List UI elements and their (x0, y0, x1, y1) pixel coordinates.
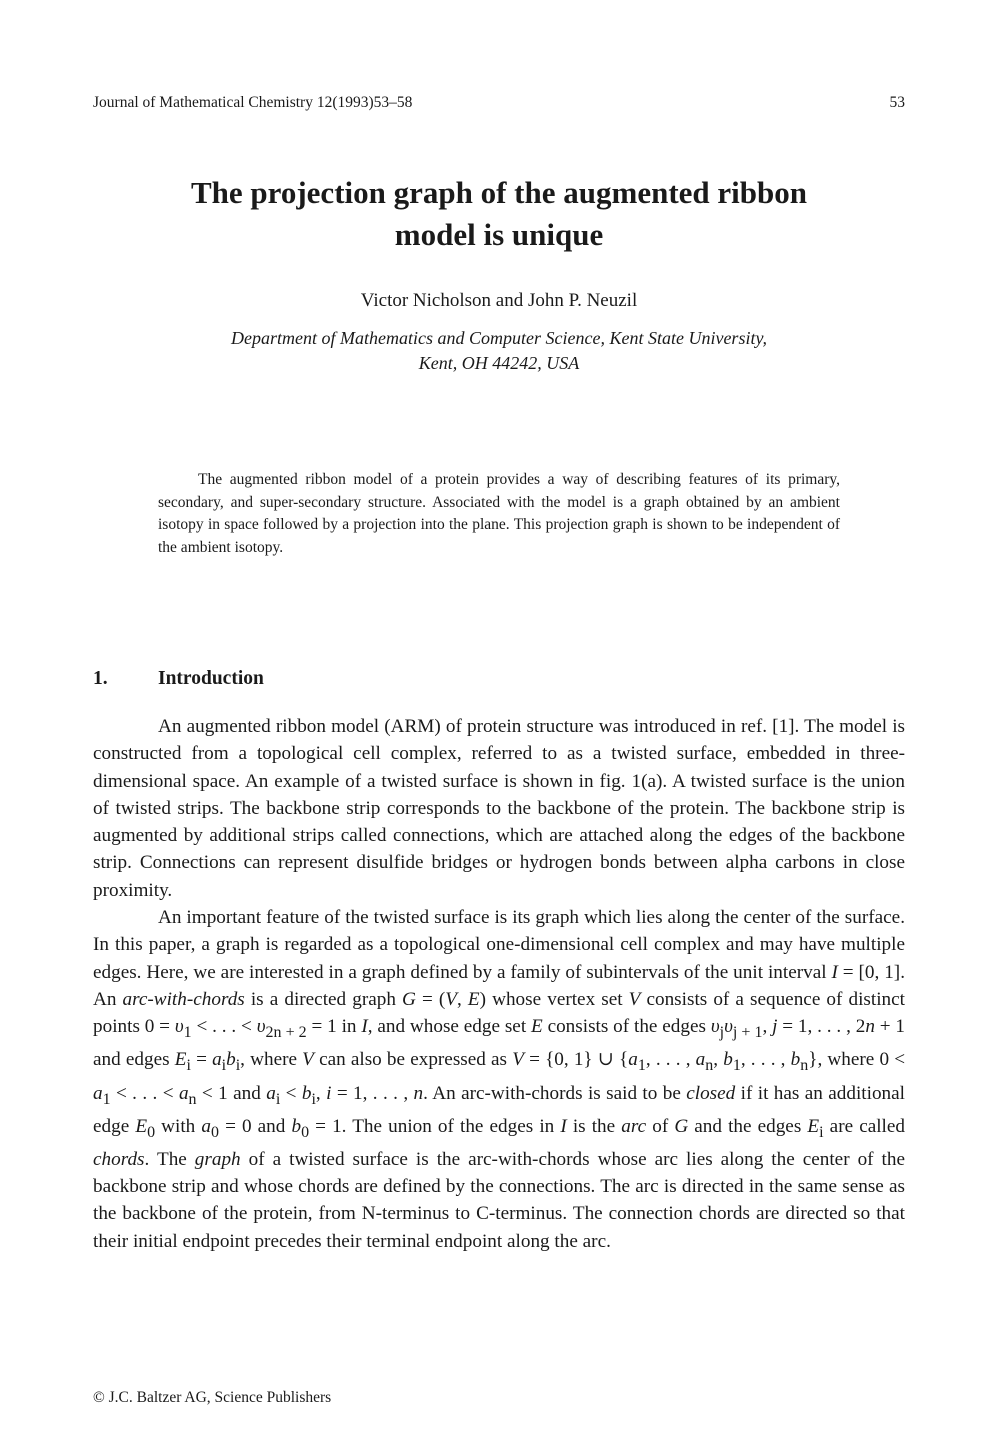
math-subscript: n (800, 1057, 809, 1075)
copyright-notice: © J.C. Baltzer AG, Science Publishers (93, 1389, 332, 1406)
title-line-2: model is unique (394, 217, 604, 252)
text-run: . An arc-with-chords is said to be (423, 1082, 687, 1104)
abstract: The augmented ribbon model of a protein provides a way of describing features of its primary, secondary, and super-secondary structure. Associated with the model is a graph obtained by an ambient isotopy in space followed by a projection into the plane. This projection graph is shown to be independent of the ambient isotopy. (158, 471, 840, 556)
text-run: is a directed graph (244, 988, 403, 1010)
term-emphasis: closed (686, 1082, 736, 1104)
text-run: consists of a sequence of distinct points 0 = (93, 988, 905, 1038)
math-subscript: i (275, 1090, 281, 1108)
title-line-1: The projection graph of the augmented ribbon (190, 175, 807, 210)
math-var: a (628, 1049, 638, 1071)
text-run: = 1, . . . , (331, 1082, 414, 1104)
math-var: υ (724, 1016, 733, 1038)
math-var: n (413, 1082, 424, 1104)
text-run: and the edges (688, 1115, 808, 1137)
body-text (93, 713, 905, 1255)
math-subscript: n (705, 1057, 714, 1075)
text-run: , and whose edge set (367, 1016, 531, 1038)
text-run: = 1, . . . , 2 (777, 1016, 866, 1038)
text-run: = {0, 1} ∪ { (523, 1049, 629, 1071)
math-var: a (201, 1115, 211, 1137)
affiliation-line-2: Kent, OH 44242, USA (418, 353, 580, 373)
term-emphasis: arc-with-chords (122, 988, 245, 1010)
text-run: . The (144, 1148, 195, 1170)
text-run: , (713, 1049, 724, 1071)
math-var: b (723, 1049, 733, 1071)
term-emphasis: graph (194, 1148, 241, 1170)
math-var: i (326, 1082, 332, 1104)
math-subscript: 0 (147, 1123, 156, 1141)
text-run: = 1 in (306, 1016, 362, 1038)
text-run: = [0, 1]. An (93, 961, 905, 1010)
text-run: of a twisted surface is the arc-with-chords whose arc lies along the center of the backbone strip and whose chords are defined by the connections. The arc is directed in the same sense as the backbone of the protein, from N-terminus to C-terminus. The connection chords are directed so that their initial endpoint precedes their terminal endpoint along the arc. (93, 1148, 905, 1252)
term-emphasis: arc (621, 1115, 647, 1137)
math-subscript: i (221, 1057, 227, 1075)
math-var: b (790, 1049, 801, 1071)
text-run: = 0 and (218, 1115, 292, 1137)
math-subscript: j (719, 1024, 725, 1042)
math-subscript: j + 1 (732, 1024, 763, 1042)
text-run: , (315, 1082, 327, 1104)
journal-citation: Journal of Mathematical Chemistry 12(1993)53–58 (93, 94, 413, 111)
math-var: b (291, 1115, 302, 1137)
text-run: An important feature of the twisted surface is its graph which lies along the center of the surface. In this paper, a graph is regarded as a topological one-dimensional cell complex and may have multiple edges. Here, we are interested in a graph defined by a family of subintervals of the unit interval (93, 907, 905, 983)
math-var: V (628, 988, 641, 1010)
math-subscript: 0 (301, 1123, 310, 1141)
authors: Victor Nicholson and John P. Neuzil (360, 290, 638, 311)
text-run: are called (823, 1115, 905, 1137)
text-run: , . . . , (645, 1049, 696, 1071)
text-run: , where (240, 1049, 303, 1071)
text-run: if it has an additional edge (93, 1082, 905, 1137)
math-subscript: 0 (210, 1123, 219, 1141)
math-var: j (772, 1016, 778, 1038)
text-run: with (155, 1115, 202, 1137)
math-var: E (807, 1115, 820, 1137)
math-var: I (560, 1115, 567, 1137)
text-run: is the (566, 1115, 622, 1137)
paper-title (93, 172, 905, 256)
math-subscript: n (188, 1090, 197, 1108)
math-var: n (865, 1016, 875, 1038)
text-run: + 1 and edges (93, 1016, 905, 1071)
math-subscript: i (819, 1123, 824, 1141)
math-var: b (301, 1082, 312, 1104)
math-var: υ (710, 1016, 720, 1038)
math-subscript: 2n + 2 (265, 1024, 307, 1042)
math-var: I (831, 961, 838, 983)
text-run: can also be expressed as (313, 1049, 513, 1071)
math-var: E (174, 1049, 187, 1071)
math-var: E (531, 1016, 543, 1038)
math-var: a (212, 1049, 222, 1071)
text-run: consists of the edges (542, 1016, 711, 1038)
text-run: }, where 0 < (808, 1049, 906, 1071)
math-subscript: i (311, 1090, 316, 1108)
text-run: , (457, 988, 468, 1010)
math-var: V (512, 1049, 524, 1071)
math-var: υ (256, 1016, 266, 1038)
text-run: = 1. The union of the edges in (309, 1115, 561, 1137)
text-run: < (280, 1082, 302, 1104)
affiliation (93, 326, 905, 376)
math-var: υ (174, 1016, 184, 1038)
math-var: b (226, 1049, 236, 1071)
text-run: , (762, 1016, 773, 1038)
math-var: a (93, 1082, 103, 1104)
affiliation-line-1: Department of Mathematics and Computer Science, Kent State University, (231, 328, 767, 348)
text-run: , . . . , (740, 1049, 791, 1071)
text-run: < . . . < (191, 1016, 257, 1038)
text-run: = ( (415, 988, 446, 1010)
math-var: a (178, 1082, 189, 1104)
text-run: ) whose vertex set (479, 988, 629, 1010)
math-var: a (695, 1049, 706, 1071)
page-number: 53 (889, 94, 905, 111)
text-run: < 1 and (196, 1082, 267, 1104)
math-subscript: 1 (637, 1057, 646, 1075)
running-head (93, 94, 905, 112)
math-var: G (402, 988, 416, 1010)
math-var: E (467, 988, 480, 1010)
text-run: < . . . < (110, 1082, 179, 1104)
math-var: V (445, 988, 457, 1010)
term-emphasis: chords (93, 1148, 145, 1170)
math-subscript: 1 (183, 1024, 192, 1042)
section-heading (93, 668, 905, 690)
text-run: = (190, 1049, 213, 1071)
text-run: of (646, 1115, 675, 1137)
math-var: E (135, 1115, 148, 1137)
math-var: V (302, 1049, 314, 1071)
math-var: I (361, 1016, 368, 1038)
math-var: a (266, 1082, 276, 1104)
section-title: Introduction (158, 668, 264, 689)
math-subscript: 1 (102, 1090, 111, 1108)
math-subscript: i (186, 1057, 191, 1075)
paragraph-1: An augmented ribbon model (ARM) of protein structure was introduced in ref. [1]. The model is constructed from a topological cell complex, referred to as a twisted surface, embedded in three-dimensional space. An example of a twisted surface is shown in fig. 1(a). A twisted surface is the union of twisted strips. The backbone strip corresponds to the backbone of the protein. The backbone strip is augmented by additional strips called connections, which are attached along the edges of the backbone strip. Connections can represent disulfide bridges or hydrogen bonds between alpha carbons in close proximity. (93, 716, 905, 901)
math-var: G (674, 1115, 689, 1137)
paragraph-2 (93, 904, 905, 1255)
section-number: 1. (93, 668, 108, 689)
math-subscript: 1 (732, 1057, 741, 1075)
math-subscript: i (235, 1057, 241, 1075)
